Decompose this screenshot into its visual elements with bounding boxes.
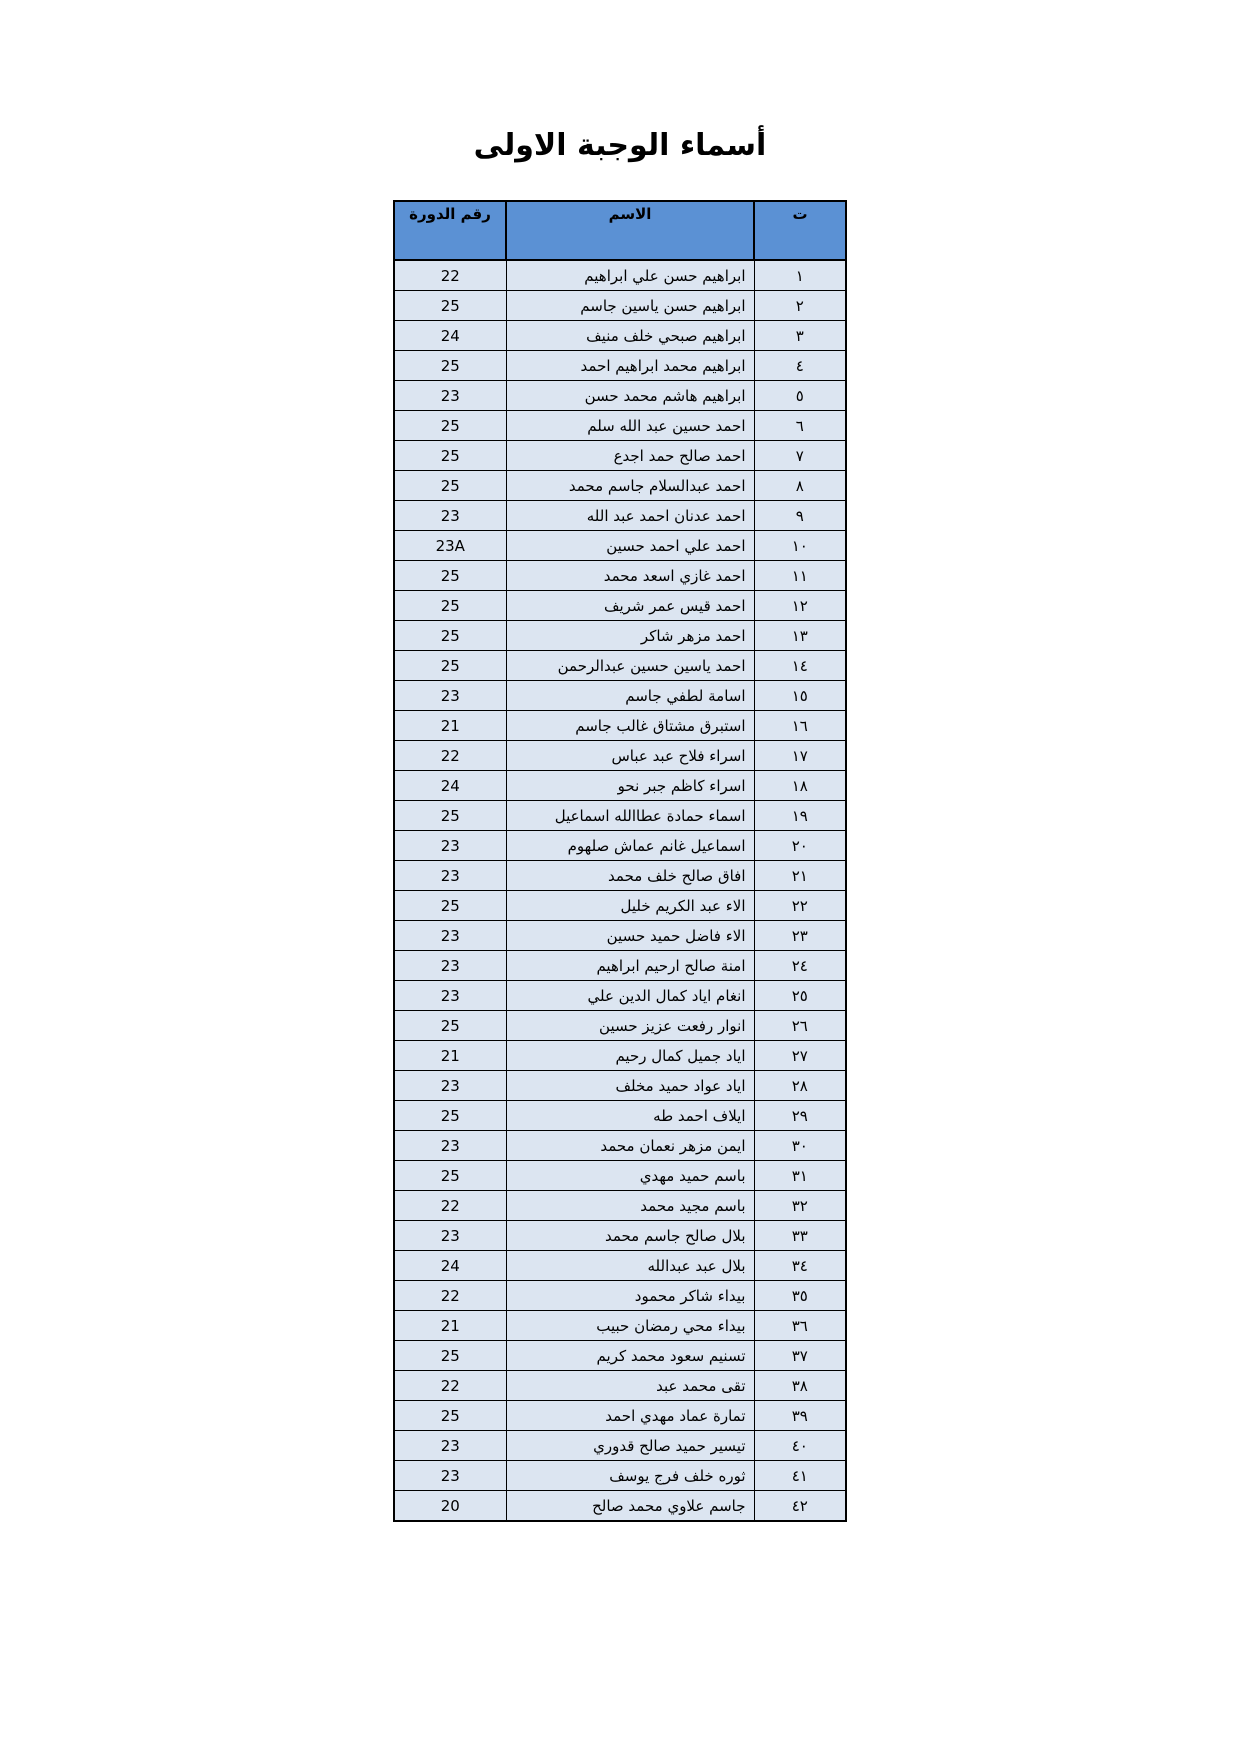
table-row <box>394 711 846 741</box>
table-row <box>394 1191 846 1221</box>
cell-cycle-number: 21 <box>394 1041 506 1071</box>
cell-cycle-number: 23 <box>394 1131 506 1161</box>
cell-cycle-number: 25 <box>394 471 506 501</box>
cell-name: بيداء محي رمضان حبيب <box>506 1311 754 1341</box>
cell-cycle-number: 25 <box>394 1401 506 1431</box>
cell-cycle-number: 24 <box>394 1251 506 1281</box>
cell-sequence: ٢٠ <box>754 831 846 861</box>
cell-name: باسم مجيد محمد <box>506 1191 754 1221</box>
table-row <box>394 771 846 801</box>
table-row <box>394 1161 846 1191</box>
table-row <box>394 1101 846 1131</box>
cell-sequence: ١٨ <box>754 771 846 801</box>
table-row <box>394 831 846 861</box>
cell-cycle-number: 25 <box>394 1011 506 1041</box>
cell-sequence: ٢٤ <box>754 951 846 981</box>
cell-sequence: ٨ <box>754 471 846 501</box>
cell-sequence: ٣٨ <box>754 1371 846 1401</box>
table-row <box>394 381 846 411</box>
table-row <box>394 1491 846 1522</box>
cell-name: اسراء كاظم جبر نحو <box>506 771 754 801</box>
cell-name: انوار رفعت عزيز حسين <box>506 1011 754 1041</box>
table-row <box>394 1221 846 1251</box>
cell-name: ابراهيم حسن ياسين جاسم <box>506 291 754 321</box>
cell-cycle-number: 25 <box>394 561 506 591</box>
cell-name: استبرق مشتاق غالب جاسم <box>506 711 754 741</box>
cell-sequence: ٢٥ <box>754 981 846 1011</box>
cell-sequence: ٢٩ <box>754 1101 846 1131</box>
cell-sequence: ١١ <box>754 561 846 591</box>
table-row <box>394 1041 846 1071</box>
cell-sequence: ١ <box>754 260 846 291</box>
cell-sequence: ٣٤ <box>754 1251 846 1281</box>
table-row <box>394 561 846 591</box>
cell-name: ثوره خلف فرج يوسف <box>506 1461 754 1491</box>
cell-sequence: ٣٠ <box>754 1131 846 1161</box>
cell-cycle-number: 25 <box>394 411 506 441</box>
cell-cycle-number: 23 <box>394 1071 506 1101</box>
cell-name: تقى محمد عبد <box>506 1371 754 1401</box>
cell-sequence: ٢ <box>754 291 846 321</box>
cell-cycle-number: 22 <box>394 741 506 771</box>
cell-name: الاء فاضل حميد حسين <box>506 921 754 951</box>
table-row <box>394 1131 846 1161</box>
cell-sequence: ٣٣ <box>754 1221 846 1251</box>
cell-name: بلال عبد عبدالله <box>506 1251 754 1281</box>
cell-cycle-number: 25 <box>394 1341 506 1371</box>
cell-cycle-number: 21 <box>394 711 506 741</box>
table-row <box>394 981 846 1011</box>
table-row <box>394 531 846 561</box>
cell-name: تيسير حميد صالح قدوري <box>506 1431 754 1461</box>
cell-sequence: ٣٦ <box>754 1311 846 1341</box>
cell-sequence: ٥ <box>754 381 846 411</box>
cell-cycle-number: 23 <box>394 831 506 861</box>
table-row <box>394 1281 846 1311</box>
cell-name: احمد مزهر شاكر <box>506 621 754 651</box>
cell-name: امنة صالح ارحيم ابراهيم <box>506 951 754 981</box>
cell-cycle-number: 23 <box>394 681 506 711</box>
cell-name: اسامة لطفي جاسم <box>506 681 754 711</box>
cell-cycle-number: 25 <box>394 1101 506 1131</box>
table-row <box>394 1401 846 1431</box>
cell-name: باسم حميد مهدي <box>506 1161 754 1191</box>
cell-sequence: ٤٢ <box>754 1491 846 1522</box>
cell-name: احمد حسين عبد الله سلم <box>506 411 754 441</box>
cell-cycle-number: 25 <box>394 621 506 651</box>
cell-cycle-number: 25 <box>394 351 506 381</box>
cell-sequence: ٢١ <box>754 861 846 891</box>
cell-cycle-number: 25 <box>394 1161 506 1191</box>
table-row <box>394 1011 846 1041</box>
table-row <box>394 651 846 681</box>
table-row <box>394 1461 846 1491</box>
cell-cycle-number: 23 <box>394 981 506 1011</box>
cell-sequence: ٢٦ <box>754 1011 846 1041</box>
cell-sequence: ٤١ <box>754 1461 846 1491</box>
table-row <box>394 1311 846 1341</box>
cell-cycle-number: 23 <box>394 921 506 951</box>
cell-cycle-number: 23 <box>394 501 506 531</box>
cell-sequence: ٣٩ <box>754 1401 846 1431</box>
cell-name: احمد غازي اسعد محمد <box>506 561 754 591</box>
cell-name: احمد صالح حمد اجدع <box>506 441 754 471</box>
cell-sequence: ٩ <box>754 501 846 531</box>
cell-cycle-number: 24 <box>394 771 506 801</box>
cell-sequence: ٤٠ <box>754 1431 846 1461</box>
cell-name: تسنيم سعود محمد كريم <box>506 1341 754 1371</box>
cell-cycle-number: 20 <box>394 1491 506 1522</box>
cell-cycle-number: 25 <box>394 591 506 621</box>
cell-cycle-number: 23 <box>394 1221 506 1251</box>
cell-cycle-number: 25 <box>394 291 506 321</box>
table-row <box>394 801 846 831</box>
table-row <box>394 591 846 621</box>
cell-sequence: ١٢ <box>754 591 846 621</box>
cell-sequence: ٤ <box>754 351 846 381</box>
cell-cycle-number: 23A <box>394 531 506 561</box>
cell-name: بيداء شاكر محمود <box>506 1281 754 1311</box>
cell-sequence: ٣ <box>754 321 846 351</box>
cell-sequence: ٢٢ <box>754 891 846 921</box>
cell-sequence: ٧ <box>754 441 846 471</box>
cell-name: بلال صالح جاسم محمد <box>506 1221 754 1251</box>
table-row <box>394 351 846 381</box>
cell-cycle-number: 23 <box>394 381 506 411</box>
cell-name: احمد ياسين حسين عبدالرحمن <box>506 651 754 681</box>
table-header-row <box>394 201 846 260</box>
cell-cycle-number: 24 <box>394 321 506 351</box>
cell-name: ايلاف احمد طه <box>506 1101 754 1131</box>
table-row <box>394 441 846 471</box>
cell-cycle-number: 21 <box>394 1311 506 1341</box>
cell-name: اياد عواد حميد مخلف <box>506 1071 754 1101</box>
table-header <box>394 201 846 260</box>
table-row <box>394 621 846 651</box>
cell-name: اسماعيل غانم عماش صلهوم <box>506 831 754 861</box>
cell-sequence: ١٩ <box>754 801 846 831</box>
cell-cycle-number: 25 <box>394 801 506 831</box>
cell-name: احمد علي احمد حسين <box>506 531 754 561</box>
table-row <box>394 321 846 351</box>
table-row <box>394 921 846 951</box>
cell-cycle-number: 23 <box>394 1461 506 1491</box>
cell-cycle-number: 22 <box>394 1371 506 1401</box>
cell-cycle-number: 22 <box>394 260 506 291</box>
table-container <box>0 200 1240 1522</box>
cell-sequence: ١٧ <box>754 741 846 771</box>
cell-sequence: ١٦ <box>754 711 846 741</box>
cell-name: اسماء حمادة عطاالله اسماعيل <box>506 801 754 831</box>
table-row <box>394 1341 846 1371</box>
cell-sequence: ٢٨ <box>754 1071 846 1101</box>
table-row <box>394 1371 846 1401</box>
cell-sequence: ٣٥ <box>754 1281 846 1311</box>
table-row <box>394 1431 846 1461</box>
cell-name: افاق صالح خلف محمد <box>506 861 754 891</box>
cell-name: احمد عبدالسلام جاسم محمد <box>506 471 754 501</box>
table-row <box>394 291 846 321</box>
cell-name: اياد جميل كمال رحيم <box>506 1041 754 1071</box>
table-row <box>394 411 846 441</box>
cell-sequence: ١٣ <box>754 621 846 651</box>
cell-sequence: ١٠ <box>754 531 846 561</box>
cell-name: ابراهيم صبحي خلف منيف <box>506 321 754 351</box>
table-row <box>394 891 846 921</box>
cell-name: ابراهيم محمد ابراهيم احمد <box>506 351 754 381</box>
cell-cycle-number: 25 <box>394 651 506 681</box>
column-header-cycle-number: رقم الدورة <box>394 201 506 260</box>
cell-name: ابراهيم هاشم محمد حسن <box>506 381 754 411</box>
cell-name: احمد عدنان احمد عبد الله <box>506 501 754 531</box>
cell-cycle-number: 23 <box>394 861 506 891</box>
table-row <box>394 501 846 531</box>
table-row <box>394 861 846 891</box>
cell-sequence: ٣٢ <box>754 1191 846 1221</box>
column-header-name: الاسم <box>506 201 754 260</box>
cell-name: تمارة عماد مهدي احمد <box>506 1401 754 1431</box>
table-row <box>394 951 846 981</box>
table-row <box>394 681 846 711</box>
cell-name: جاسم علاوي محمد صالح <box>506 1491 754 1522</box>
cell-name: احمد قيس عمر شريف <box>506 591 754 621</box>
cell-cycle-number: 22 <box>394 1281 506 1311</box>
cell-sequence: ٢٣ <box>754 921 846 951</box>
table-row <box>394 1071 846 1101</box>
cell-cycle-number: 25 <box>394 441 506 471</box>
cell-sequence: ٦ <box>754 411 846 441</box>
cell-sequence: ١٤ <box>754 651 846 681</box>
cell-sequence: ٣١ <box>754 1161 846 1191</box>
names-table <box>393 200 847 1522</box>
cell-name: ابراهيم حسن علي ابراهيم <box>506 260 754 291</box>
cell-cycle-number: 23 <box>394 1431 506 1461</box>
cell-name: الاء عبد الكريم خليل <box>506 891 754 921</box>
table-row <box>394 741 846 771</box>
cell-sequence: ٣٧ <box>754 1341 846 1371</box>
cell-sequence: ١٥ <box>754 681 846 711</box>
table-row <box>394 471 846 501</box>
page-title: أسماء الوجبة الاولى <box>473 128 767 163</box>
cell-cycle-number: 23 <box>394 951 506 981</box>
cell-cycle-number: 22 <box>394 1191 506 1221</box>
column-header-sequence: ت <box>754 201 846 260</box>
table-row <box>394 260 846 291</box>
table-body <box>394 260 846 1521</box>
table-row <box>394 1251 846 1281</box>
cell-name: انغام اياد كمال الدين علي <box>506 981 754 1011</box>
cell-name: اسراء فلاح عبد عباس <box>506 741 754 771</box>
cell-sequence: ٢٧ <box>754 1041 846 1071</box>
cell-name: ايمن مزهر نعمان محمد <box>506 1131 754 1161</box>
cell-cycle-number: 25 <box>394 891 506 921</box>
